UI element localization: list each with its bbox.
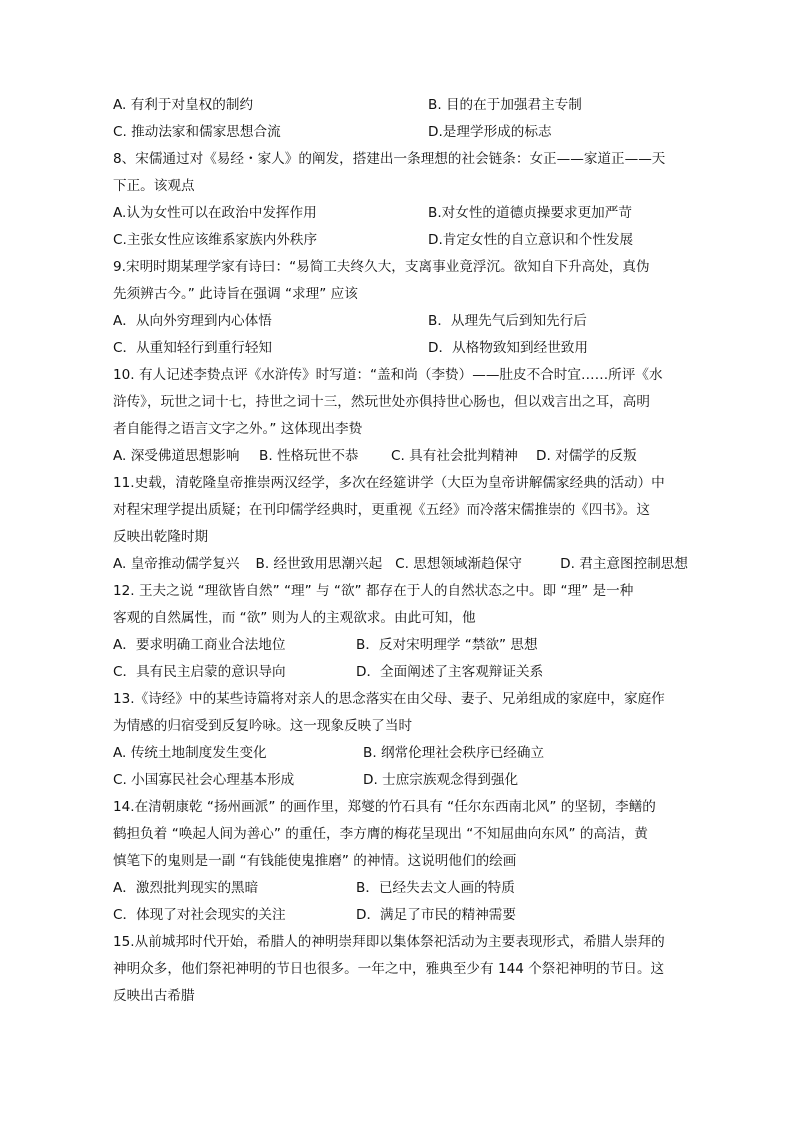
q12-option-a[interactable]: A．要求明确工商业合法地位: [113, 637, 286, 653]
q11-option-a[interactable]: A. 皇帝推动儒学复兴: [113, 556, 240, 572]
q11-option-b[interactable]: B. 经世致用思潮兴起: [255, 556, 383, 572]
q8-option-c[interactable]: C.主张女性应该维系家族内外秩序: [113, 232, 318, 248]
q9-options-row-2: [113, 335, 688, 362]
q9-option-d[interactable]: D．从格物致知到经世致用: [428, 340, 588, 356]
q14-option-c[interactable]: C．体现了对社会现实的关注: [113, 907, 286, 923]
q13-option-a[interactable]: A. 传统土地制度发生变化: [113, 745, 267, 761]
q14-option-d[interactable]: D．满足了市民的精神需要: [356, 907, 516, 923]
q14-stem-line-2: 鹤担负着 “唤起人间为善心” 的重任，李方膺的梅花呈现出 “不知屈曲向东风” 的高洁，黄: [113, 826, 648, 842]
q13-option-d[interactable]: D. 士庶宗族观念得到强化: [363, 772, 519, 788]
q14-options-row-1: [113, 875, 688, 902]
exam-page: [113, 92, 688, 1010]
q12-options-row-1: [113, 632, 688, 659]
q10-options-row: [113, 443, 688, 470]
q10-option-d[interactable]: D. 对儒学的反叛: [536, 448, 637, 464]
q13-stem-line-1: 13.《诗经》中的某些诗篇将对亲人的思念落实在由父母、妻子、兄弟组成的家庭中，家庭作: [113, 691, 665, 707]
q10-stem-line-1: 10. 有人记述李贽点评《水浒传》时写道：“盖和尚（李贽）——肚皮不合时宜……所评《水: [113, 367, 663, 383]
q7-option-c[interactable]: C. 推动法家和儒家思想合流: [113, 124, 281, 140]
q14-option-a[interactable]: A．激烈批判现实的黑暗: [113, 880, 259, 896]
q11-option-d[interactable]: D. 君主意图控制思想: [560, 556, 688, 572]
q7-option-b[interactable]: B. 目的在于加强君主专制: [428, 97, 582, 113]
q13-option-c[interactable]: C. 小国寡民社会心理基本形成: [113, 772, 295, 788]
q9-stem-line-1: 9.宋明时期某理学家有诗曰：“易简工夫终久大，支离事业竟浮沉。欲知自下升高处，真伪: [113, 259, 650, 275]
q9-option-a[interactable]: A．从向外穷理到内心体悟: [113, 313, 272, 329]
q14-stem-line-3: 慎笔下的鬼则是一副 “有钱能使鬼推磨” 的神情。这说明他们的绘画: [113, 853, 517, 869]
q7-options-row-1: [113, 92, 688, 119]
q12-stem-line-1: 12. 王夫之说 “理欲皆自然” “理” 与 “欲” 都存在于人的自然状态之中。即 “理” 是一种: [113, 583, 634, 599]
q15-stem-line-3: 反映出古希腊: [113, 988, 195, 1004]
q10-option-a[interactable]: A. 深受佛道思想影响: [113, 448, 240, 464]
q8-options-row-2: [113, 227, 688, 254]
q9-stem-line-2: 先须辨古今。” 此诗旨在强调 “求理” 应该: [113, 286, 358, 302]
q10-option-c[interactable]: C. 具有社会批判精神: [391, 448, 518, 464]
q10-option-b[interactable]: B. 性格玩世不恭: [259, 448, 359, 464]
q11-options-row: [113, 551, 688, 578]
q13-option-b[interactable]: B. 纲常伦理社会秩序已经确立: [363, 745, 545, 761]
q14-option-b[interactable]: B．已经失去文人画的特质: [356, 880, 515, 896]
q11-option-c[interactable]: C. 思想领域渐趋保守: [395, 556, 523, 572]
q11-stem-line-3: 反映出乾隆时期: [113, 529, 209, 545]
q7-option-d[interactable]: D.是理学形成的标志: [428, 124, 552, 140]
q7-options-row-2: [113, 119, 688, 146]
q11-stem-line-1: 11.史载，清乾隆皇帝推崇两汉经学，多次在经筵讲学（大臣为皇帝讲解儒家经典的活动）中: [113, 475, 665, 491]
q8-options-row-1: [113, 200, 688, 227]
q13-options-row-2: [113, 767, 688, 794]
q9-options-row-1: [113, 308, 688, 335]
q10-stem-line-2: 浒传》，玩世之词十七，持世之词十三，然玩世处亦俱持世心肠也，但以戏言出之耳，高明: [113, 394, 650, 410]
q8-option-d[interactable]: D.肯定女性的自立意识和个性发展: [428, 232, 634, 248]
q8-option-b[interactable]: B.对女性的道德贞操要求更加严苛: [428, 205, 632, 221]
q14-options-row-2: [113, 902, 688, 929]
q8-stem-line-1: 8、宋儒通过对《易经・家人》的阐发，搭建出一条理想的社会链条：女正——家道正——天: [113, 151, 666, 167]
q9-option-c[interactable]: C．从重知轻行到重行轻知: [113, 340, 273, 356]
q8-option-a[interactable]: A.认为女性可以在政治中发挥作用: [113, 205, 317, 221]
q9-option-b[interactable]: B．从理先气后到知先行后: [428, 313, 587, 329]
q10-stem-line-3: 者自能得之语言文字之外。” 这体现出李贽: [113, 421, 363, 437]
q12-options-row-2: [113, 659, 688, 686]
q11-stem-line-2: 对程宋理学提出质疑；在刊印儒学经典时，更重视《五经》而冷落宋儒推崇的《四书》。这: [113, 502, 650, 518]
q14-stem-line-1: 14.在清朝康乾 “扬州画派” 的画作里，郑燮的竹石具有 “任尔东西南北风” 的坚韧，李鳝的: [113, 799, 656, 815]
q13-stem-line-2: 为情感的归宿受到反复吟咏。这一现象反映了当时: [113, 718, 413, 734]
q12-option-d[interactable]: D．全面阐述了主客观辩证关系: [356, 664, 544, 680]
q12-stem-line-2: 客观的自然属性，而 “欲” 则为人的主观欲求。由此可知，他: [113, 610, 476, 626]
q13-options-row-1: [113, 740, 688, 767]
q12-option-c[interactable]: C．具有民主启蒙的意识导向: [113, 664, 286, 680]
q12-option-b[interactable]: B．反对宋明理学 “禁欲” 思想: [356, 637, 538, 653]
q15-stem-line-1: 15.从前城邦时代开始，希腊人的神明崇拜即以集体祭祀活动为主要表现形式，希腊人崇拜的: [113, 934, 665, 950]
q15-stem-line-2: 神明众多，他们祭祀神明的节日也很多。一年之中，雅典至少有 144 个祭祀神明的节日。这: [113, 961, 665, 977]
q8-stem-line-2: 下正。该观点: [113, 178, 195, 194]
q7-option-a[interactable]: A. 有利于对皇权的制约: [113, 97, 254, 113]
